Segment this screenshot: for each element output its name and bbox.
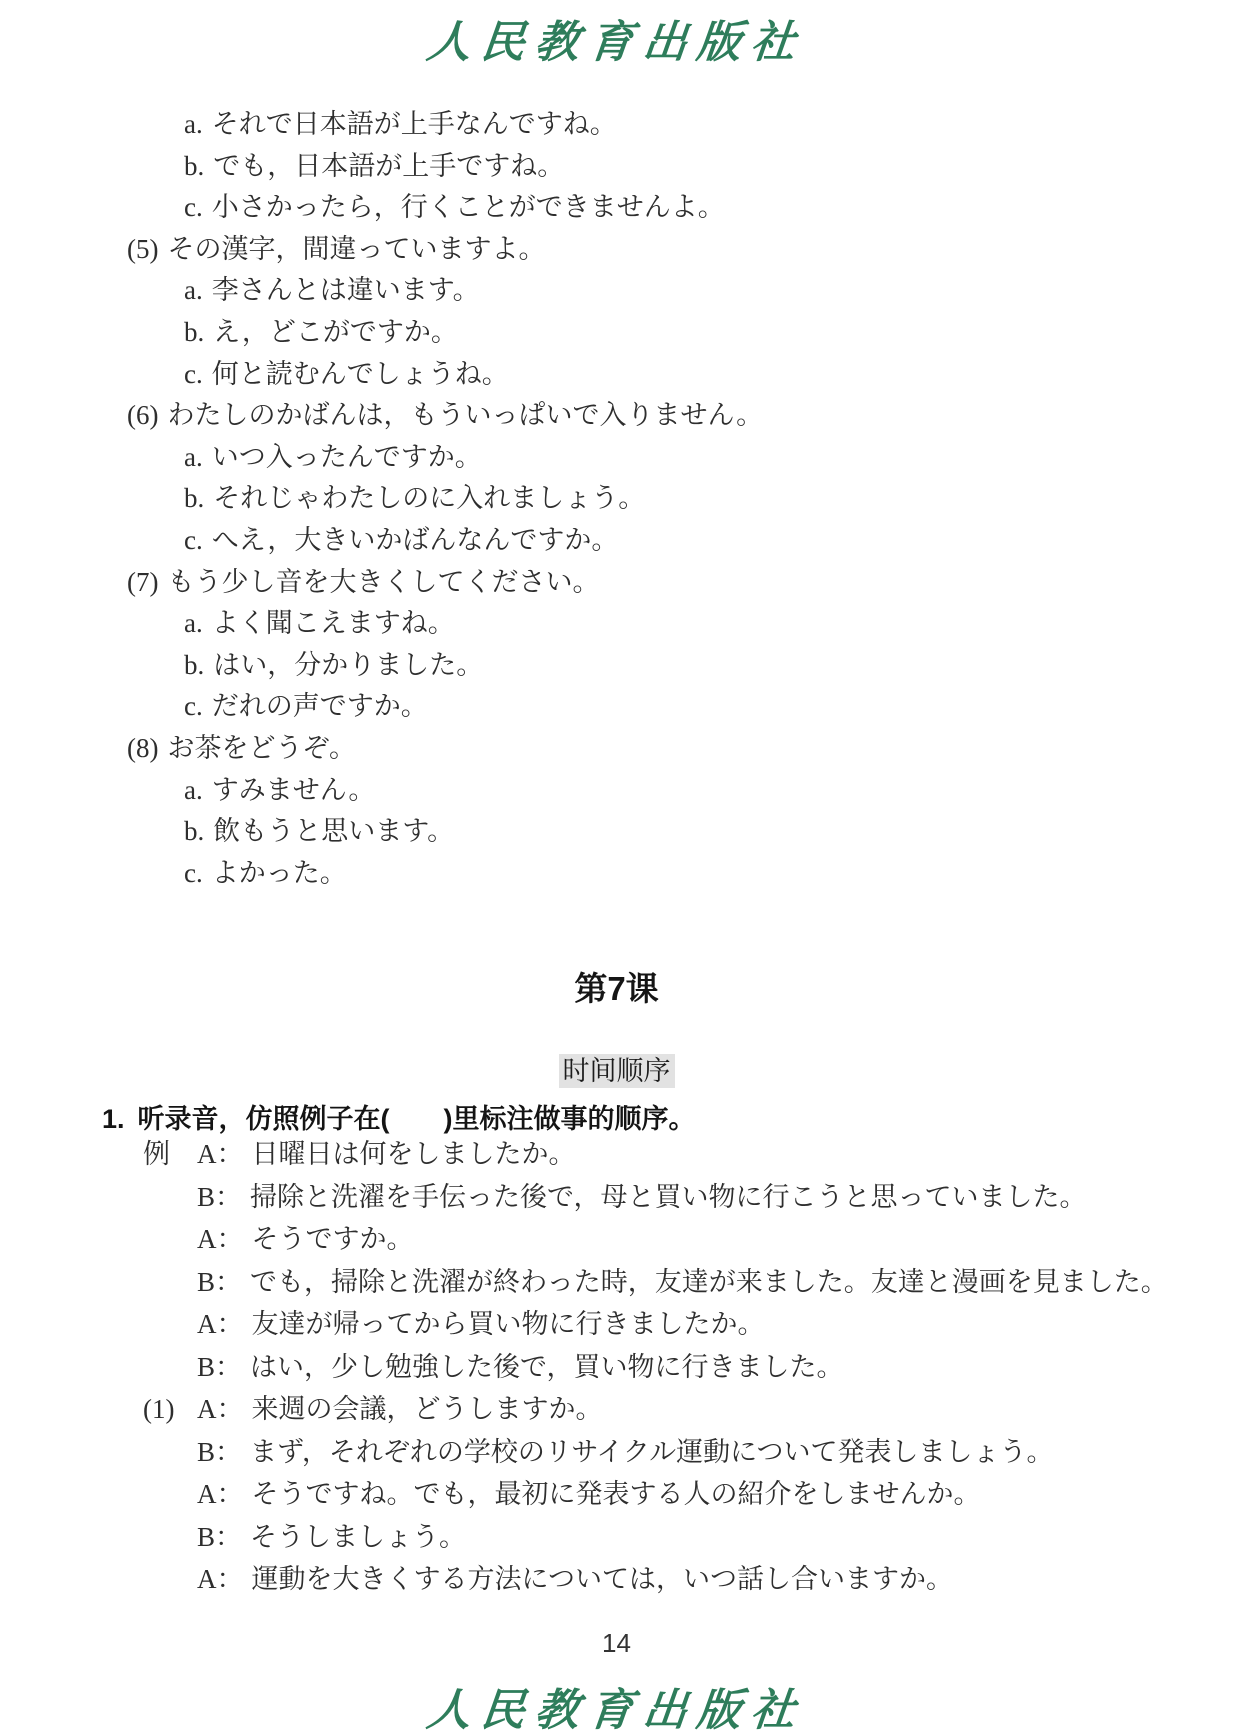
option-line <box>0 437 1233 479</box>
option-line <box>0 811 1233 853</box>
question-line <box>0 229 1233 271</box>
exercise-instruction-text: 听录音，仿照例子在( )里标注做事的顺序。 <box>137 1104 696 1134</box>
option-text: 何と読むんでしょうね。 <box>211 358 509 389</box>
option-text: 小さかったら，行くことができませんよ。 <box>211 192 725 223</box>
speaker-label: A： <box>197 1309 244 1339</box>
option-label: c. <box>184 524 203 555</box>
option-text: はい，分かりました。 <box>213 649 484 680</box>
option-line <box>0 686 1233 728</box>
dialogue-text: まず，それぞれの学校のリサイクル運動について発表しましょう。 <box>250 1436 1054 1467</box>
question-text: その漢字，間違っていますよ。 <box>167 233 546 264</box>
dialogue-line <box>0 1346 1233 1389</box>
option-label: a. <box>184 275 203 306</box>
dialogue-text: 友達が帰ってから買い物に行きましたか。 <box>251 1309 765 1339</box>
option-label: b. <box>184 483 205 514</box>
option-label: b. <box>184 316 205 347</box>
speaker-label: B： <box>197 1266 243 1297</box>
option-label: b. <box>184 816 205 847</box>
question-number: (6) <box>127 400 159 431</box>
option-line <box>0 354 1233 396</box>
dialogue-text: そうですね。でも，最初に発表する人の紹介をしませんか。 <box>251 1479 981 1509</box>
option-text: でも，日本語が上手ですね。 <box>213 150 565 181</box>
option-line <box>0 146 1233 188</box>
speaker-label: B： <box>197 1181 243 1212</box>
dialogue-line <box>0 1218 1233 1261</box>
option-label: c. <box>184 358 203 389</box>
option-text: それで日本語が上手なんですね。 <box>211 109 617 139</box>
option-line <box>0 187 1233 229</box>
option-label: a. <box>184 608 203 639</box>
dialogue-line <box>0 1133 1233 1176</box>
speaker-label: B： <box>197 1351 243 1382</box>
speaker-label: B： <box>197 1521 243 1552</box>
speaker-label: A： <box>197 1224 244 1254</box>
exercise-number: 1. <box>102 1104 125 1134</box>
dialogue-line <box>0 1303 1233 1346</box>
option-label: c. <box>184 691 203 722</box>
question-number: (7) <box>127 566 159 597</box>
question-number: (5) <box>127 233 159 264</box>
question-number: (8) <box>127 732 159 763</box>
dialogue-text: そうしましょう。 <box>250 1521 467 1552</box>
option-label: a. <box>184 774 203 805</box>
option-text: だれの声ですか。 <box>211 691 428 722</box>
option-text: いつ入ったんですか。 <box>211 441 482 472</box>
speaker-label: A： <box>197 1394 244 1424</box>
section-heading <box>0 1049 1233 1088</box>
option-text: へえ，大きいかばんなんですか。 <box>211 524 619 555</box>
dialogue-text: でも，掃除と洗濯が終わった時，友達が来ました。友達と漫画を見ました。 <box>250 1266 1168 1297</box>
question-line <box>0 728 1233 770</box>
option-label: c. <box>184 857 203 888</box>
lesson-title: 第7课 <box>574 970 659 1007</box>
option-line <box>0 853 1233 895</box>
publisher-logo-footer: 人民教育出版社 <box>424 1685 808 1736</box>
option-line <box>0 770 1233 812</box>
dialogue-line <box>0 1558 1233 1601</box>
dialogue-number: (1) <box>143 1394 175 1424</box>
dialogue-block <box>0 1133 1233 1601</box>
option-label: a. <box>184 441 203 472</box>
dialogue-line <box>0 1473 1233 1516</box>
speaker-label: A： <box>197 1479 244 1509</box>
option-label: c. <box>184 192 203 223</box>
option-text: すみません。 <box>211 774 376 805</box>
dialogue-line <box>0 1516 1233 1559</box>
question-text: もう少し音を大きくしてください。 <box>167 566 600 597</box>
option-line <box>0 603 1233 645</box>
option-text: よかった。 <box>211 857 347 888</box>
exercise-instruction <box>102 1097 696 1136</box>
question-line <box>0 562 1233 604</box>
option-line <box>0 478 1233 520</box>
option-label: a. <box>184 109 203 139</box>
option-label: b. <box>184 150 205 181</box>
dialogue-text: 掃除と洗濯を手伝った後で，母と買い物に行こうと思っていました。 <box>250 1181 1087 1212</box>
dialogue-text: はい，少し勉強した後で，買い物に行きました。 <box>250 1351 844 1382</box>
dialogue-line <box>0 1388 1233 1431</box>
dialogue-text: 運動を大きくする方法については，いつ話し合いますか。 <box>251 1564 953 1594</box>
option-line <box>0 645 1233 687</box>
question-text: わたしのかばんは，もういっぱいで入りません。 <box>167 400 764 431</box>
dialogue-line <box>0 1261 1233 1304</box>
dialogue-text: 日曜日は何をしましたか。 <box>251 1139 576 1169</box>
option-line <box>0 520 1233 562</box>
option-line <box>0 312 1233 354</box>
dialogue-line <box>0 1176 1233 1219</box>
page-number: 14 <box>602 1628 631 1658</box>
listening-options-block <box>0 104 1233 894</box>
dialogue-text: そうですか。 <box>251 1224 414 1254</box>
speaker-label: A： <box>197 1564 244 1594</box>
option-text: え，どこがですか。 <box>213 316 458 347</box>
section-heading-text: 时间顺序 <box>559 1054 675 1088</box>
option-text: よく聞こえますね。 <box>211 608 455 639</box>
option-line <box>0 270 1233 312</box>
option-text: それじゃわたしのに入れましょう。 <box>213 483 646 514</box>
speaker-label: B： <box>197 1436 243 1467</box>
speaker-label: A： <box>197 1139 244 1169</box>
example-label: 例 <box>143 1139 170 1169</box>
question-text: お茶をどうぞ。 <box>167 732 356 763</box>
dialogue-text: 来週の会議，どうしますか。 <box>251 1394 603 1424</box>
option-label: b. <box>184 649 205 680</box>
publisher-logo-header: 人民教育出版社 <box>424 17 808 68</box>
dialogue-line <box>0 1431 1233 1474</box>
option-text: 飲もうと思います。 <box>213 816 455 847</box>
question-line <box>0 395 1233 437</box>
option-line <box>0 104 1233 146</box>
option-text: 李さんとは違います。 <box>211 275 480 306</box>
